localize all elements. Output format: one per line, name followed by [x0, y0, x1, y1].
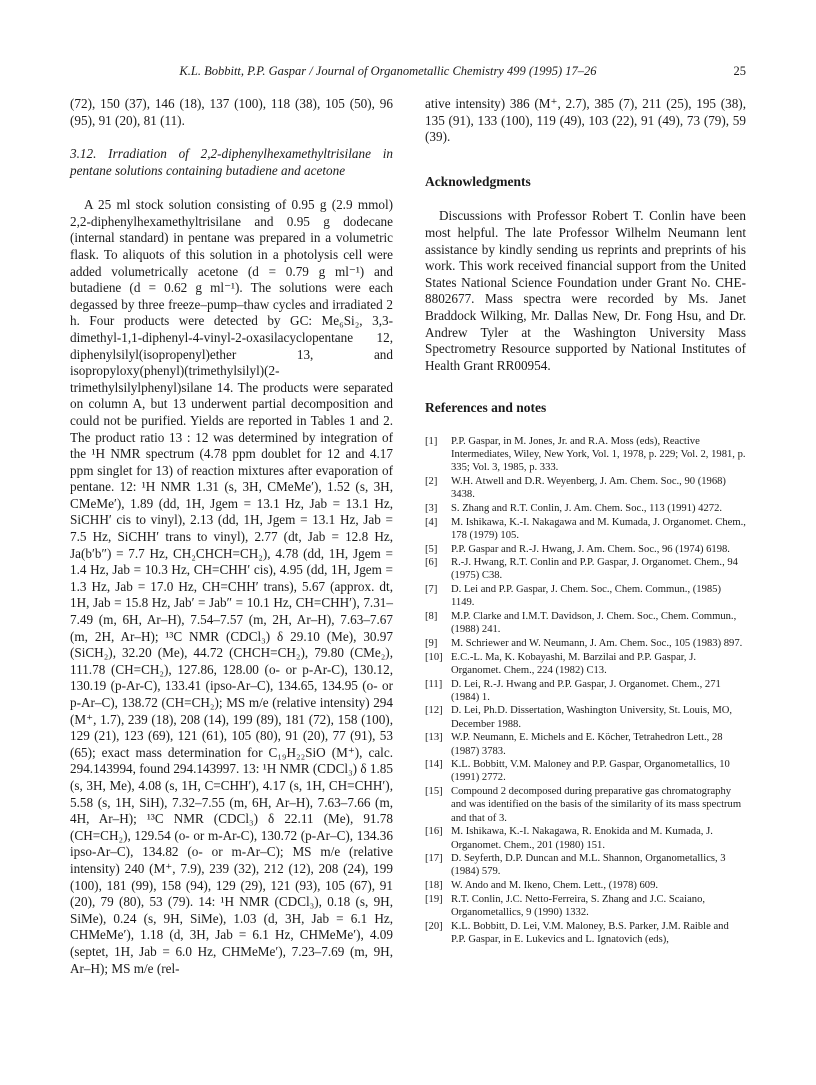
reference-item [425, 637, 746, 650]
section-heading: 3.12. Irradiation of 2,2-diphenylhexamethyltrisilane in pentane solutions containing butadiene and acetone [70, 146, 393, 179]
reference-number: [6] [425, 557, 438, 569]
page-number: 25 [733, 64, 746, 78]
reference-item [425, 583, 746, 609]
reference-number: [15] [425, 786, 443, 798]
reference-text: E.C.-L. Ma, K. Kobayashi, M. Barzilai and P.P. Gaspar, J. Organomet. Chem., 224 (1982) C13. [451, 651, 696, 676]
reference-number: [1] [425, 435, 438, 447]
reference-number: [3] [425, 502, 438, 514]
reference-item [425, 475, 746, 501]
reference-text: R.T. Conlin, J.C. Netto-Ferreira, S. Zhang and J.C. Scaiano, Organometallics, 9 (1990) 1332. [451, 893, 706, 919]
reference-item [425, 516, 746, 542]
reference-number: [7] [425, 584, 438, 596]
reference-text: Compound 2 decomposed during preparative gas chromatography and was identified on the basis of the similarity of its mass spectrum and that of 3. [451, 786, 742, 824]
reference-text: D. Seyferth, D.P. Duncan and M.L. Shannon, Organometallics, 3 (1984) 579. [451, 853, 726, 878]
carryover-text: (72), 150 (37), 146 (18), 137 (100), 118 (38), 105 (50), 96 (95), 91 (20), 81 (11). [70, 96, 393, 128]
reference-text: W.P. Neumann, E. Michels and E. Köcher, Tetrahedron Lett., 28 (1987) 3783. [451, 732, 723, 757]
reference-item [425, 556, 746, 582]
reference-number: [18] [425, 880, 443, 892]
reference-item [425, 651, 746, 677]
reference-text: K.L. Bobbitt, D. Lei, V.M. Maloney, B.S. Parker, J.M. Raible and P.P. Gaspar, in E. Lukevics and L. Ignatovich (eds), [451, 920, 729, 945]
reference-item [425, 852, 746, 878]
reference-item [425, 704, 746, 730]
reference-item [425, 879, 746, 892]
reference-text: W. Ando and M. Ikeno, Chem. Lett., (1978) 609. [451, 880, 659, 892]
reference-item [425, 758, 746, 784]
reference-number: [2] [425, 476, 438, 488]
right-column [425, 96, 746, 947]
reference-text: K.L. Bobbitt, V.M. Maloney and P.P. Gaspar, Organometallics, 10 (1991) 2772. [451, 759, 730, 784]
reference-text: M. Schriewer and W. Neumann, J. Am. Chem. Soc., 105 (1983) 897. [451, 637, 743, 649]
reference-text: P.P. Gaspar, in M. Jones, Jr. and R.A. Moss (eds), Reactive Intermediates, Wiley, New York, Vol. 1, 1978, p. 229; Vol. 2, 1981, p. 335; Vol. 3, 1985, p. 333. [451, 435, 746, 474]
reference-number: [11] [425, 678, 443, 690]
reference-text: W.H. Atwell and D.R. Weyenberg, J. Am. Chem. Soc., 90 (1968) 3438. [451, 476, 726, 501]
reference-number: [20] [425, 920, 443, 932]
reference-number: [10] [425, 651, 443, 663]
reference-number: [17] [425, 853, 443, 865]
reference-number: [9] [425, 637, 438, 649]
acknowledgments-heading: Acknowledgments [425, 173, 531, 189]
reference-item [425, 893, 746, 919]
reference-text: D. Lei, Ph.D. Dissertation, Washington University, St. Louis, MO, December 1988. [451, 705, 733, 730]
reference-text: P.P. Gaspar and R.-J. Hwang, J. Am. Chem. Soc., 96 (1974) 6198. [451, 543, 730, 555]
reference-item [425, 731, 746, 757]
left-column [70, 96, 393, 977]
reference-item [425, 785, 746, 825]
reference-item [425, 678, 746, 704]
carryover-text-right: ative intensity) 386 (M⁺, 2.7), 385 (7), 211 (25), 195 (38), 135 (91), 133 (100), 119 (49), 103 (22), 91 (49), 73 (79), 59 (39). [425, 96, 746, 145]
reference-text: M.P. Clarke and I.M.T. Davidson, J. Chem. Soc., Chem. Commun., (1988) 241. [451, 611, 737, 636]
reference-number: [12] [425, 705, 443, 717]
reference-item [425, 435, 746, 475]
reference-number: [8] [425, 611, 438, 623]
reference-item [425, 502, 746, 515]
reference-number: [14] [425, 759, 443, 771]
reference-list [425, 435, 746, 946]
references-heading: References and notes [425, 400, 547, 416]
experimental-paragraph: A 25 ml stock solution consisting of 0.95 g (2.9 mmol) 2,2-diphenylhexamethyltrisilane and 0.95 g dodecane (internal standard) in pentane was prepared in a volumetric flask. To aliquots of this solution in a photolysis cell were added volumetrically acetone (d = 0.79 g ml⁻¹) and butadiene (d = 0.62 g ml⁻¹). The solutions were each degassed by three freeze–pump–thaw cycles and irradiated 2 h. Four products were detected by GC: Me₆Si₂, 3,3-dimethyl-1,1-diphenyl-4-vinyl-2-oxasilacyclopentane 12, diphenylsilyl(isopropenyl)ether 13, and isopropyloxy(phenyl)(trimethylsilyl)(2-trimethylsilylphenyl)silane 14. The products were separated on column A, but 13 underwent partial decomposition and could not be purified. Yields are reported in Tables 1 and 2. The product ratio 13 : 12 was determined by integration of the ¹H NMR spectrum (4.78 ppm doublet for 12 and 4.17 ppm singlet for 13) of reaction mixtures after evaporation of pentane. 12: ¹H NMR 1.31 (s, 3H, CMeMe′), 1.52 (s, 3H, CMeMe′), 1.89 (dd, 1H, Jgem = 13.1 Hz, Jab = 13.1 Hz, SiCHH′ cis to vinyl), 2.13 (dd, 1H, Jgem = 13.1 Hz, Jab = 7.5 Hz, SiCHH′ trans to vinyl), 2.77 (dt, Jab = 12.8 Hz, Ja(b′b″) = 7.7 Hz, CH₂CHCH=CH₂), 4.78 (dd, 1H, Jgem = 1.4 Hz, Jab = 10.3 Hz, CH=CHH′ cis), 4.95 (dd, 1H, Jgem = 1.3 Hz, Jab = 17.0 Hz, CH=CHH′ trans), 5.67 (approx. dt, 1H, Jab = 15.8 Hz, Jab′ = Jab″ = 10.1 Hz, CH=CHH′), 7.31–7.49 (m, 6H, Ar–H), 7.54–7.57 (m, 2H, Ar–H), 7.63–7.67 (m, 2H, Ar–H); ¹³C NMR (CDCl₃) δ 29.10 (Me), 30.97 (SiCH₂), 32.20 (Me), 44.72 (CHCH=CH₂), 79.80 (CMe₂), 111.78 (CH=CH₂), 127.86, 128.00 (o- or p-Ar-C), 130.12, 130.19 (p-Ar-C), 133.41 (ipso-Ar–C), 134.65, 134.95 (o- or p-Ar–C), 138.72 (CH=CH₂); MS m/e (relative intensity) 294 (M⁺, 1.7), 239 (18), 208 (14), 199 (89), 181 (72), 158 (100), 129 (21), 123 (69), 121 (61), 105 (80), 91 (20), 77 (91), 53 (65); exact mass determination for C₁₉H₂₂SiO (M⁺), calc. 294.143994, found 294.143997. 13: ¹H NMR (CDCl₃) δ 1.85 (s, 3H, Me), 4.08 (s, 1H, C=CHH′), 4.17 (s, 1H, CH=CHH′), 5.58 (s, 1H, SiH), 7.32–7.55 (m, 6H, Ar–H), 7.63–7.66 (m, 4H, Ar–H); ¹³C NMR (CDCl₃) δ 22.11 (Me), 91.78 (CH=CH₂), 129.54 (o- or m-Ar-C), 130.72 (p-Ar–C), 134.36 ipso-Ar–C), 134.82 (o- or m-Ar–C); MS m/e (relative intensity) 240 (M⁺, 7.9), 239 (32), 212 (12), 208 (24), 199 (100), 181 (99), 158 (94), 129 (29), 121 (93), 105 (67), 91 (20), 79 (80), 53 (79). 14: ¹H NMR (CDCl₃), 0.18 (s, 9H, SiMe), 0.24 (s, 9H, SiMe), 1.03 (d, 3H, Jab = 6.1 Hz, CHMeMe′), 1.18 (d, 3H, Jab = 6.1 Hz, CHMeMe′), 4.09 (septet, 1H, Jab = 6.0 Hz, CHMeMe′), 7.23–7.69 (m, 9H, Ar–H); MS m/e (rel- [70, 197, 393, 976]
reference-number: [13] [425, 732, 443, 744]
reference-number: [4] [425, 516, 438, 528]
reference-number: [19] [425, 893, 443, 905]
reference-item [425, 825, 746, 851]
reference-text: M. Ishikawa, K.-I. Nakagawa and M. Kumada, J. Organomet. Chem., 178 (1979) 105. [451, 516, 746, 541]
reference-text: D. Lei, R.-J. Hwang and P.P. Gaspar, J. Organomet. Chem., 271 (1984) 1. [451, 678, 721, 703]
reference-text: M. Ishikawa, K.-I. Nakagawa, R. Enokida and M. Kumada, J. Organomet. Chem., 201 (1980) 151. [451, 826, 713, 851]
reference-text: D. Lei and P.P. Gaspar, J. Chem. Soc., Chem. Commun., (1985) 1149. [451, 584, 721, 609]
reference-number: [16] [425, 826, 443, 838]
reference-text: S. Zhang and R.T. Conlin, J. Am. Chem. Soc., 113 (1991) 4272. [451, 502, 723, 514]
reference-item [425, 610, 746, 636]
reference-number: [5] [425, 543, 438, 555]
running-head: K.L. Bobbitt, P.P. Gaspar / Journal of Organometallic Chemistry 499 (1995) 17–26 [179, 64, 597, 78]
reference-text: R.-J. Hwang, R.T. Conlin and P.P. Gaspar, J. Organomet. Chem., 94 (1975) C38. [451, 557, 738, 582]
reference-item [425, 920, 746, 946]
reference-item [425, 543, 746, 556]
running-header [70, 64, 746, 82]
acknowledgments-text: Discussions with Professor Robert T. Conlin have been most helpful. The late Professor Wilhelm Neumann lent assistance by kindly sending us reprints and preprints of his work. This work received financial support from the United States National Science Foundation under Grant No. CHE-8802677. Mass spectra were recorded by Ms. Janet Braddock Wilking, Mr. Dallas New, Dr. Fong Hsu, and Dr. Andrew Tyler at the Washington University Mass Spectrometry Resource supported by National Institutes of Health Grant RR00954. [425, 208, 746, 373]
